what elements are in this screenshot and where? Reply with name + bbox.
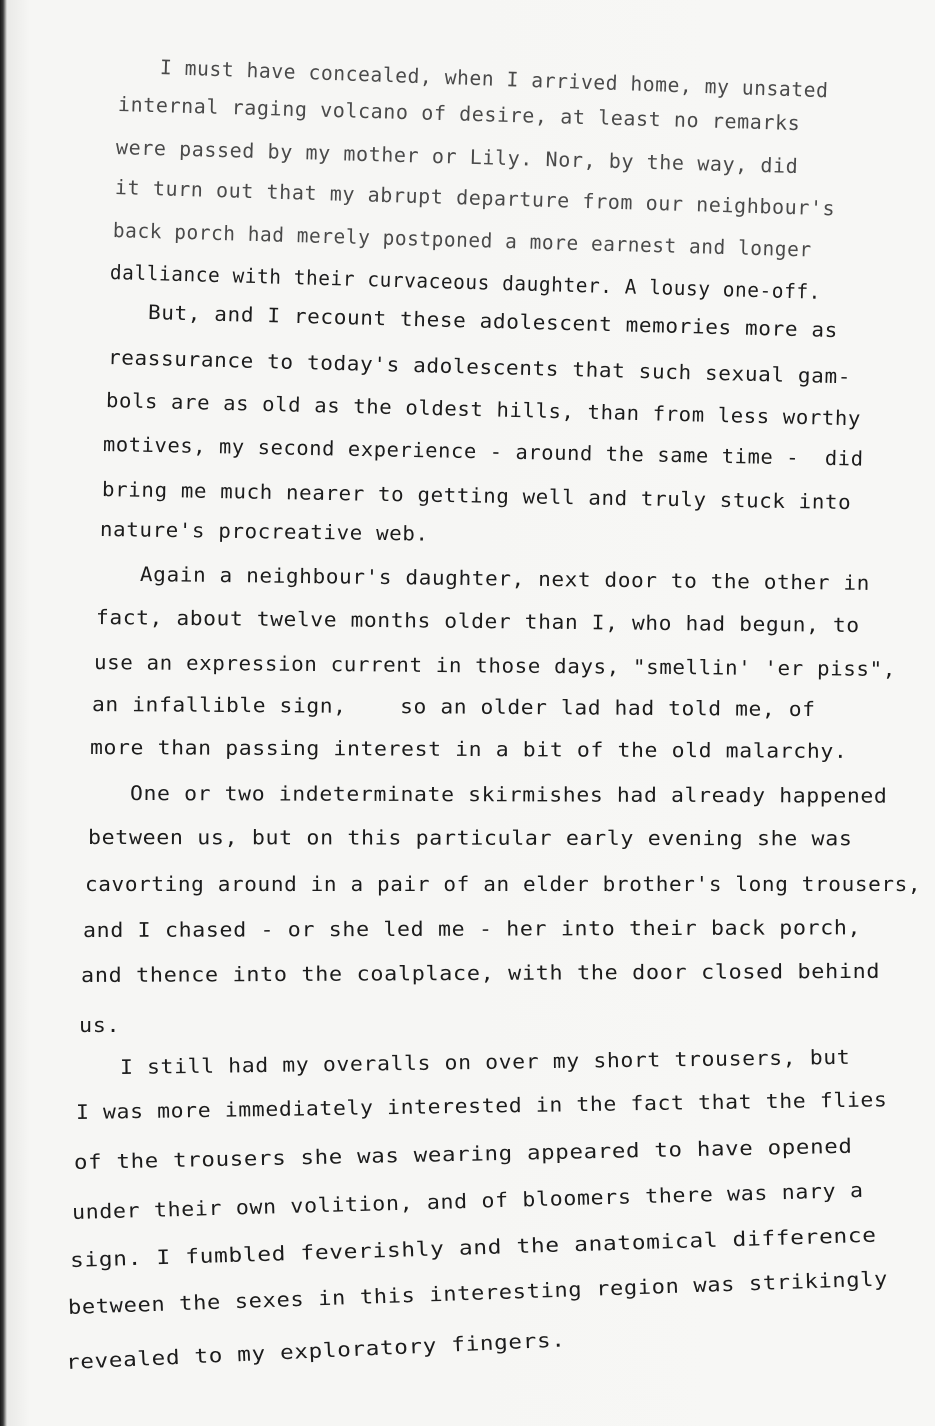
text-line: nature's procreative web.	[99, 517, 429, 546]
text-line: of the trousers she was wearing appeared to have opened	[73, 1133, 853, 1174]
text-line: back porch had merely postponed a more earnest and longer	[112, 218, 812, 262]
text-line: But, and I recount these adolescent memories more as	[147, 300, 839, 343]
text-line: I was more immediately interested in the fact that the flies	[75, 1087, 888, 1124]
text-line: dalliance with their curvaceous daughter. A lousy one-off.	[109, 260, 822, 304]
text-line: bols are as old as the oldest hills, than from less worthy	[105, 388, 862, 431]
text-line: I must have concealed, when I arrived home, my unsated	[159, 55, 829, 103]
text-line: us.	[79, 1013, 121, 1037]
text-line: I still had my overalls on over my short trousers, but	[119, 1044, 851, 1079]
text-line: it turn out that my abrupt departure from our neighbour's	[114, 175, 836, 221]
text-line: an infallible sign, so an older lad had told me, of	[91, 692, 816, 722]
text-line: and I chased - or she led me - her into their back porch,	[82, 915, 862, 942]
text-line: cavorting around in a pair of an elder brother's long trousers,	[85, 872, 922, 896]
text-line: were passed by my mother or Lily. Nor, by the way, did	[115, 135, 799, 179]
text-line: reassurance to today's adolescents that such sexual gam-	[107, 345, 852, 389]
text-line: Again a neighbour's daughter, next door to the other in	[139, 562, 871, 595]
text-line: motives, my second experience - around the same time - did	[102, 432, 864, 471]
text-line: revealed to my exploratory fingers.	[65, 1327, 566, 1374]
text-line: more than passing interest in a bit of the old malarchy.	[89, 735, 848, 763]
text-line: and thence into the coalplace, with the door closed behind	[80, 958, 881, 987]
text-line: fact, about twelve months older than I, who had begun, to	[95, 605, 860, 637]
text-line: internal raging volcano of desire, at least no remarks	[117, 92, 801, 136]
text-line: use an expression current in those days, "smellin' 'er piss",	[93, 650, 897, 681]
text-line: sign. I fumbled feverishly and the anatomical difference	[69, 1222, 877, 1272]
text-line: One or two indeterminate skirmishes had already happened	[129, 781, 888, 808]
text-line: between the sexes in this interesting region was strikingly	[67, 1266, 889, 1319]
text-line: between us, but on this particular early evening she was	[87, 825, 853, 851]
text-line: under their own volition, and of bloomers there was nary a	[71, 1177, 864, 1224]
text-line: bring me much nearer to getting well and truly stuck into	[101, 477, 852, 515]
